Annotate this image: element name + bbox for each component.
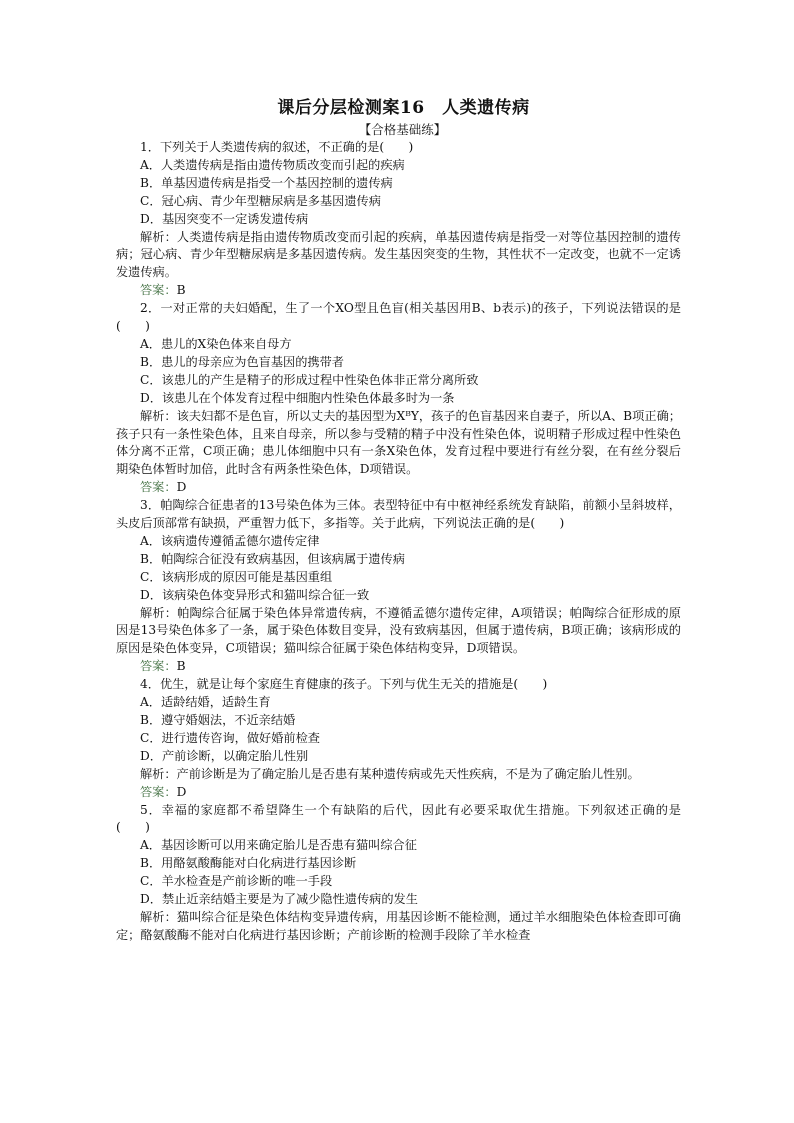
worksheet-content xyxy=(116,96,681,945)
option-d: D．基因突变不一定诱发遗传病 xyxy=(140,211,309,226)
option-b: B．帕陶综合征没有致病基因，但该病属于遗传病 xyxy=(140,551,405,566)
analysis-text: 解析：产前诊断是为了确定胎儿是否患有某种遗传病或先天性疾病，不是为了确定胎儿性别。 xyxy=(140,766,640,781)
option-c: C．羊水检查是产前诊断的唯一手段 xyxy=(140,874,333,889)
analysis-text: 解析：该夫妇都不是色盲，所以丈夫的基因型为XᴮY，孩子的色盲基因来自妻子，所以A、B项正确；孩子只有一条性染色体，且来自母亲，所以参与受精的精子中没有性染色体，说明精子形成过程中性染色体分离不正常，C项正确；患儿体细胞中只有一条X染色体，发育过程中要进行有丝分裂，在有丝分裂后期染色体暂时加倍，此时含有两条性染色体，D项错误。 xyxy=(116,408,681,477)
analysis-text: 解析：猫叫综合征是染色体结构变异遗传病，用基因诊断不能检测，通过羊水细胞染色体检查即可确定；酪氨酸酶不能对白化病进行基因诊断；产前诊断的检测手段除了羊水检查 xyxy=(116,909,681,942)
section-heading: 【合格基础练】 xyxy=(358,122,447,137)
page-title: 课后分层检测案16 人类遗传病 xyxy=(277,98,530,118)
option-d: D．该病染色体变异形式和猫叫综合征一致 xyxy=(140,587,370,602)
option-d: D．禁止近亲结婚主要是为了减少隐性遗传病的发生 xyxy=(140,892,418,907)
analysis-text: 解析：人类遗传病是指由遗传物质改变而引起的疾病，单基因遗传病是指受一对等位基因控制的遗传病；冠心病、青少年型糖尿病是多基因遗传病。发生基因突变的生物，其性状不一定改变，也就不一定诱发遗传病。 xyxy=(116,229,681,280)
question-1 xyxy=(116,139,681,300)
option-d: D．该患儿在个体发育过程中细胞内性染色体最多时为一条 xyxy=(140,390,455,405)
option-a: A．人类遗传病是指由遗传物质改变而引起的疾病 xyxy=(140,157,405,172)
answer-label: 答案： xyxy=(140,480,177,495)
option-a: A．适龄结婚，适龄生育 xyxy=(140,695,271,710)
question-stem: 4．优生，就是让每个家庭生育健康的孩子。下列与优生无关的措施是( ) xyxy=(140,677,548,692)
option-c: C．冠心病、青少年型糖尿病是多基因遗传病 xyxy=(140,193,381,208)
answer-value: B xyxy=(176,659,186,674)
answer-line xyxy=(116,479,681,497)
option-a: A．该病遗传遵循孟德尔遗传定律 xyxy=(140,533,320,548)
option-c: C．进行遗传咨询，做好婚前检查 xyxy=(140,730,320,745)
analysis-text: 解析：帕陶综合征属于染色体异常遗传病，不遵循孟德尔遗传定律，A项错误；帕陶综合征形成的原因是13号染色体多了一条，属于染色体数目变异，没有致病基因，但属于遗传病，B项正确；该病形成的原因是染色体变异，C项错误；猫叫综合征属于染色体结构变异，D项错误。 xyxy=(116,605,681,656)
question-stem: 3．帕陶综合征患者的13号染色体为三体。表型特征中有中枢神经系统发育缺陷，前额小呈斜坡样，头皮后顶部常有缺损，严重智力低下，多指等。关于此病，下列说法正确的是( ) xyxy=(116,498,681,531)
option-a: A．患儿的X染色体来自母方 xyxy=(140,336,292,351)
answer-label: 答案： xyxy=(140,659,177,674)
option-d: D．产前诊断，以确定胎儿性别 xyxy=(140,748,309,763)
option-c: C．该患儿的产生是精子的形成过程中性染色体非正常分离所致 xyxy=(140,372,479,387)
answer-value: D xyxy=(176,784,187,799)
option-b: B．患儿的母亲应为色盲基因的携带者 xyxy=(140,354,344,369)
answer-label: 答案： xyxy=(140,283,177,298)
question-3 xyxy=(116,497,681,676)
answer-line xyxy=(116,784,681,802)
question-5 xyxy=(116,802,681,945)
answer-value: B xyxy=(176,283,186,298)
option-c: C．该病形成的原因可能是基因重组 xyxy=(140,569,333,584)
option-b: B．遵守婚姻法，不近亲结婚 xyxy=(140,713,296,727)
question-stem: 2．一对正常的夫妇婚配，生了一个XO型且色盲(相关基因用B、b表示)的孩子，下列说法错误的是( ) xyxy=(116,301,681,334)
question-4 xyxy=(116,676,681,801)
option-b: B．用酪氨酸酶能对白化病进行基因诊断 xyxy=(140,856,357,871)
question-stem: 1．下列关于人类遗传病的叙述，不正确的是( ) xyxy=(140,140,414,154)
question-stem: 5．幸福的家庭都不希望降生一个有缺陷的后代，因此有必要采取优生措施。下列叙述正确的是( ) xyxy=(116,802,681,835)
answer-label: 答案： xyxy=(140,784,177,799)
option-b: B．单基因遗传病是指受一个基因控制的遗传病 xyxy=(140,175,393,190)
answer-line xyxy=(116,282,681,300)
answer-line xyxy=(116,658,681,676)
question-2 xyxy=(116,300,681,497)
answer-value: D xyxy=(176,480,187,495)
option-a: A．基因诊断可以用来确定胎儿是否患有猫叫综合征 xyxy=(140,838,417,853)
